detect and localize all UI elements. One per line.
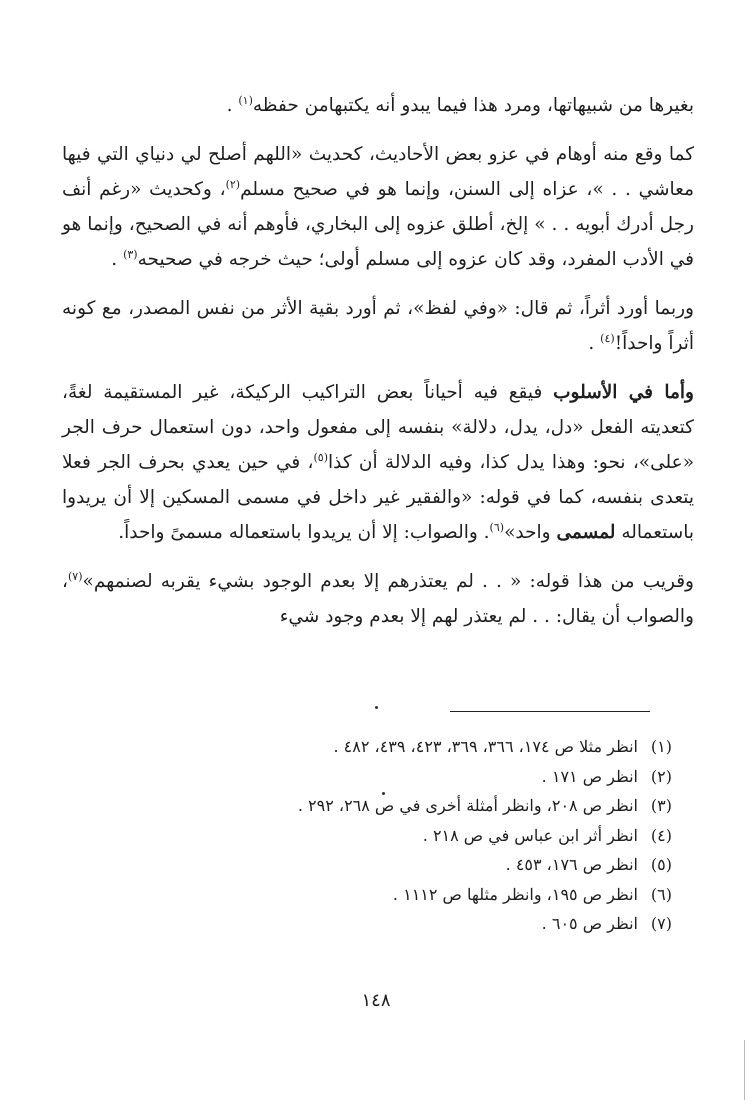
text-run: .	[111, 249, 124, 270]
footnote-ref: (٧)	[67, 569, 83, 583]
text-run: وربما أورد أثراً، ثم قال: «وفي لفظ»، ثم أورد بقية الأثر من نفس المصدر، مع كونه أثراً واحداً!	[62, 298, 694, 354]
footnote-text: انظر ص ١٧١ .	[541, 766, 638, 786]
footnote-ref: (٢)	[225, 177, 241, 191]
scan-speck	[382, 792, 385, 795]
footnote-text: انظر ص ٦٠٥ .	[541, 914, 638, 933]
text-run: . والصواب: إلا أن يريدوا باستعماله مسمىً واحداً.	[118, 522, 490, 543]
footnote	[60, 909, 672, 939]
footnote-number: (١)	[650, 737, 672, 756]
text-run: ، في حين يعدي بحرف الجر فعلا يتعدى بنفسه، كما في قوله: «والفقير غير داخل في مسمى المسكين إلا أن يريدوا باستعماله	[62, 452, 694, 543]
paragraph	[62, 375, 694, 550]
text-run: فيقع فيه أحياناً بعض التراكيب الركيكة، غير المستقيمة لغةً، كتعديته الفعل «دل، يدل، دلالة» بنفسه إلى مفعول واحد، دون استعمال حرف الجر «على»، نحو: وهذا يدل كذا، وفيه الدلالة أن كذا	[62, 382, 695, 473]
footnote	[60, 732, 672, 762]
text-run: .	[226, 95, 239, 116]
footnote-divider	[450, 711, 650, 712]
scan-speck	[375, 706, 378, 709]
footnote-text: انظر أثر ابن عباس في ص ٢١٨ .	[422, 825, 638, 845]
footnote-text: انظر ص ١٩٥، وانظر مثلها ص ١١١٢ .	[392, 884, 638, 904]
footnote-text: انظر ص ١٧٦، ٤٥٣ .	[505, 855, 638, 874]
footnote	[60, 880, 672, 910]
bold-run: لمسمى	[556, 522, 616, 543]
bold-run: وأما في الأسلوب	[553, 382, 694, 403]
text-run: ، والصواب أن يقال: . . لم يعتذر لهم إلا بعدم وجود شيء	[62, 571, 694, 627]
footnote-ref: (٥)	[313, 450, 328, 464]
footnote-ref: (٤)	[600, 331, 615, 345]
paragraph	[62, 137, 694, 277]
text-run: .	[588, 333, 601, 354]
footnotes-list	[60, 732, 672, 939]
footnote	[60, 821, 672, 851]
footnote	[60, 850, 672, 880]
text-run: كما وقع منه أوهام في عزو بعض الأحاديث، كحديث «اللهم أصلح لي دنياي التي فيها معاشي . . »، عزاه إلى السنن، وإنما هو في صحيح مسلم	[62, 144, 694, 200]
text-run: ، وكحديث «رغم أنف رجل أدرك أبويه . . » إلخ، أطلق عزوه إلى البخاري، فأوهم أنه في الصحيح، وإنما هو في الأدب المفرد، وقد كان عزوه إلى مسلم أولى؛ حيث خرجه في صحيحه	[62, 179, 694, 270]
text-run: واحد»	[504, 522, 557, 543]
paragraph	[62, 291, 694, 361]
footnote-text: انظر مثلا ص ١٧٤، ٣٦٦، ٣٦٩، ٤٢٣، ٤٣٩، ٤٨٢ .	[333, 737, 638, 756]
footnote	[60, 762, 672, 792]
paragraph	[62, 88, 694, 123]
page-number: ١٤٨	[361, 990, 391, 1011]
footnote	[60, 791, 672, 821]
footnote-text: انظر ص ٢٠٨، وانظر أمثلة أخرى في ص ٢٦٨، ٢٩٢ .	[297, 796, 638, 815]
footnote-ref: (١)	[238, 93, 253, 107]
footnote-number: (٧)	[650, 914, 672, 933]
footnote-ref: (٣)	[123, 247, 138, 261]
scan-edge-mark	[744, 1040, 745, 1100]
text-run: بغيرها من شبيهاتها، ومرد هذا فيما يبدو أنه يكتبهامن حفظه	[252, 95, 694, 116]
text-run: وقريب من هذا قوله: « . . لم يعتذرهم إلا بعدم الوجود بشيء يقربه لصنمهم»	[82, 571, 694, 592]
footnote-ref: (٦)	[489, 520, 505, 534]
footnote-number: (٥)	[650, 855, 672, 874]
footnote-number: (٦)	[650, 884, 672, 904]
footnote-number: (٤)	[650, 825, 672, 845]
footnote-number: (٢)	[650, 766, 672, 786]
paragraph	[62, 564, 694, 634]
footnote-number: (٣)	[650, 796, 672, 815]
main-text	[62, 88, 694, 648]
